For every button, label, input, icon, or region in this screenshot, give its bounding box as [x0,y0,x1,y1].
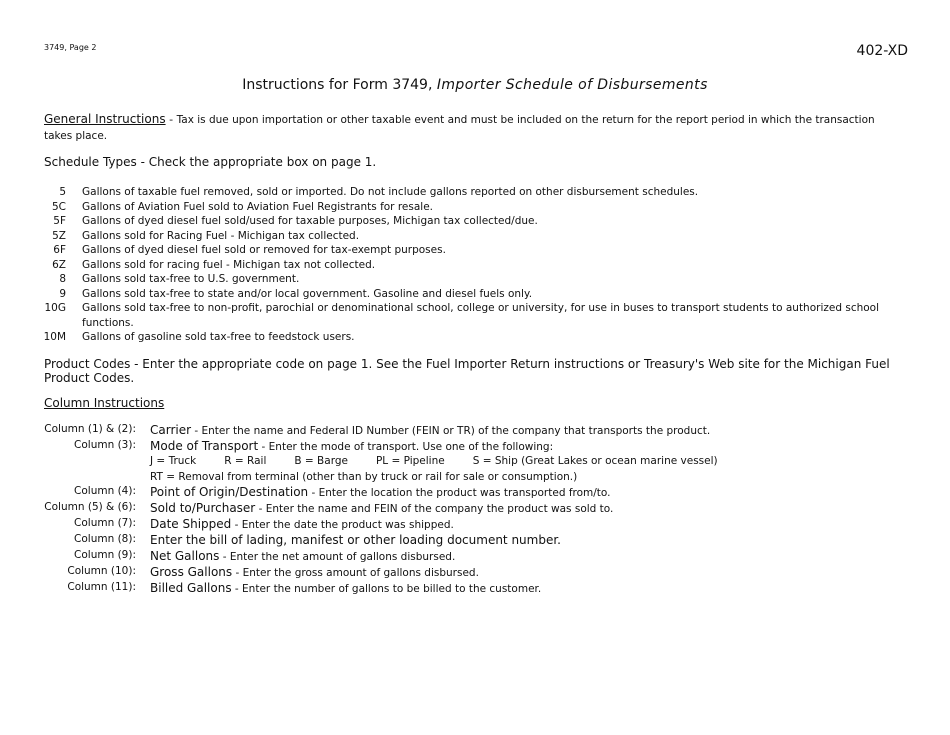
schedule-item [40,214,900,229]
product-codes-text: Product Codes - Enter the appropriate code on page 1. See the Fuel Importer Return instructions or Treasury's Web site for the Michigan Fuel Product Codes. [44,357,890,385]
schedule-types-list [40,185,900,345]
schedule-code: 5C [51,200,66,213]
column-row [44,516,904,532]
column-row [44,580,904,596]
rt-note-row [44,468,904,484]
schedule-code: 10G [44,302,66,314]
schedule-code: 8 [59,273,66,285]
column-term: Net Gallons [150,549,220,563]
transport-modes [150,454,904,468]
column-text: - Enter the number of gallons to be billed to the customer. [231,583,542,595]
schedule-code: 6Z [52,258,66,271]
schedule-item [40,272,900,287]
schedule-code: 5F [53,215,66,227]
column-row [44,532,904,548]
schedule-code: 5 [59,186,66,198]
schedule-item [40,243,900,258]
schedule-desc: Gallons of taxable fuel removed, sold or imported. Do not include gallons reported on other disbursement schedules. [82,186,699,198]
schedule-desc: Gallons of dyed diesel fuel sold or removed for tax-exempt purposes. [82,244,446,256]
column-term: Carrier [150,423,192,437]
column-label: Column (4): [74,485,136,497]
schedule-item [40,301,900,330]
schedule-code: 10M [43,331,66,343]
schedule-desc: Gallons sold for Racing Fuel - Michigan tax collected. [82,229,360,242]
schedule-desc: Gallons of gasoline sold tax-free to feedstock users. [82,331,355,343]
column-text: - Enter the location the product was transported from/to. [308,487,611,499]
title-prefix: Instructions for Form 3749, [242,77,433,93]
column-term: Point of Origin/Destination [150,485,309,499]
column-label: Column (1) & (2): [44,423,136,435]
schedule-item [40,258,900,273]
general-instructions-text: Tax is due upon importation or other taxable event and must be included on the return for the report period in which the transaction takes place. [44,114,875,142]
schedule-desc: Gallons of dyed diesel fuel sold/used for taxable purposes, Michigan tax collected/due. [82,215,538,227]
schedule-desc: Gallons sold tax-free to state and/or local government. Gasoline and diesel fuels only. [82,287,533,300]
transport-mode: PL = Pipeline [375,455,445,467]
schedule-code: 9 [59,287,66,300]
column-text: - Enter the name and FEIN of the company the product was sold to. [255,503,614,515]
schedule-code: 5Z [52,229,66,242]
column-row [44,564,904,580]
column-text: - Enter the net amount of gallons disbursed. [219,551,456,563]
column-label: Column (11): [67,581,136,593]
schedule-desc: Gallons sold tax-free to non-profit, parochial or denominational school, college or university, for use in buses to transport students to authorized school functions. [82,302,880,329]
transport-mode: B = Barge [294,455,348,467]
column-term: Billed Gallons [150,581,232,595]
column-text: - Enter the date the product was shipped. [231,519,454,531]
schedule-code: 6F [53,244,66,256]
schedule-desc: Gallons sold for racing fuel - Michigan tax not collected. [82,258,376,271]
transport-mode: J = Truck [150,455,197,467]
general-instructions [44,112,906,144]
column-label: Column (3): [74,439,136,451]
column-label: Column (10): [67,565,136,577]
schedule-item [40,185,900,200]
general-separator: - [169,113,174,126]
title-italic: Importer Schedule of Disbursements [436,77,708,93]
column-label: Column (8): [74,533,136,545]
column-label: Column (7): [74,517,136,529]
column-term: Date Shipped [150,517,232,531]
column-term: Enter the bill of lading, manifest or other loading document number. [150,533,561,547]
schedule-item [40,330,900,345]
column-instructions-heading: Column Instructions [44,396,165,410]
transport-mode: R = Rail [224,455,267,467]
column-text: - Enter the mode of transport. Use one of the following: [258,441,554,453]
column-term: Gross Gallons [150,565,233,579]
schedule-desc: Gallons sold tax-free to U.S. government. [82,273,300,285]
page-title [0,77,950,93]
schedule-item [40,200,900,215]
column-row [44,484,904,500]
column-row [44,422,904,438]
column-row [44,500,904,516]
column-label: Column (5) & (6): [44,501,136,513]
column-label: Column (9): [74,549,136,561]
schedule-desc: Gallons of Aviation Fuel sold to Aviation Fuel Registrants for resale. [82,200,434,213]
transport-mode: S = Ship (Great Lakes or ocean marine vessel) [472,455,718,467]
column-term: Mode of Transport [150,439,259,453]
schedule-item [40,229,900,244]
general-instructions-label: General Instructions [44,112,166,126]
form-code: 402-XD [856,43,908,59]
column-row [44,548,904,564]
transport-modes-row [44,454,904,468]
schedule-types-heading: Schedule Types - Check the appropriate box on page 1. [44,155,377,169]
column-row [44,438,904,454]
rt-note: RT = Removal from terminal (other than by truck or rail for sale or consumption.) [150,471,578,483]
column-instructions-table [44,422,904,596]
column-text: - Enter the gross amount of gallons disbursed. [232,567,479,579]
page-label: 3749, Page 2 [44,43,97,52]
schedule-item [40,287,900,302]
column-text: - Enter the name and Federal ID Number (FEIN or TR) of the company that transports the product. [191,425,711,437]
column-term: Sold to/Purchaser [150,501,256,515]
